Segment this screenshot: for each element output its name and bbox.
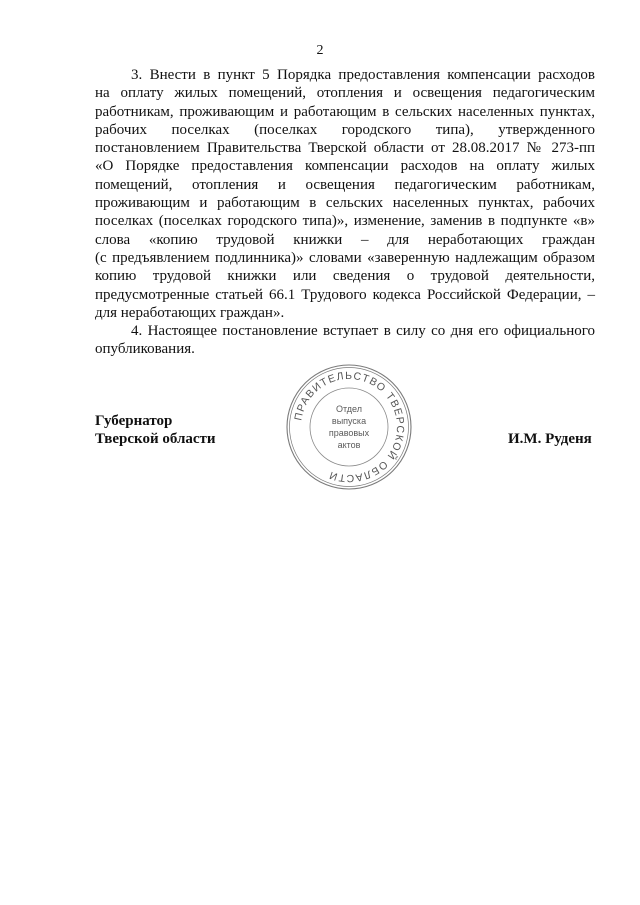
- paragraph-line: опубликования.: [95, 341, 195, 358]
- stamp-outer-ring: [290, 368, 409, 487]
- paragraph-line: 4. Настоящее постановление вступает в силу со дня его официального: [131, 323, 595, 340]
- stamp-ring-text: ПРАВИТЕЛЬСТВО ТВЕРСКОЙ ОБЛАСТИ: [292, 369, 407, 485]
- paragraph-line: (с предъявлением подлинника)» словами «заверенную надлежащим образом: [95, 249, 595, 266]
- paragraph-line: для неработающих граждан».: [95, 304, 285, 321]
- paragraph-line: копию трудовой книжки или сведения о трудовой деятельности,: [95, 268, 595, 285]
- paragraph-line: рабочих поселках (поселках городского типа), утвержденного: [95, 121, 595, 138]
- paragraph-line: на оплату жилых помещений, отопления и освещения педагогическим: [95, 85, 595, 102]
- paragraph-3: [95, 66, 595, 322]
- paragraph-line: помещений, отопления и освещения педагогическим работникам,: [95, 176, 595, 193]
- signatory-name: И.М. Руденя: [508, 431, 592, 447]
- paragraph-line: постановлением Правительства Тверской области от 28.08.2017 № 273-пп: [95, 140, 595, 157]
- stamp-center-line: актов: [337, 440, 361, 450]
- signatory-position: Губернатор: [95, 413, 173, 429]
- paragraph-4: [95, 322, 595, 359]
- signatory-region: Тверской области: [95, 431, 216, 447]
- signatory-title: [95, 412, 216, 448]
- paragraph-line: слова «копию трудовой книжки – для неработающих граждан: [95, 231, 595, 248]
- paragraph-line: проживающим и работающим в сельских населенных пунктах, рабочих: [95, 195, 595, 212]
- paragraph-line: поселках (поселках городского типа)», изменение, заменив в подпункте «в»: [95, 213, 595, 230]
- stamp-center-line: правовых: [328, 428, 370, 438]
- paragraph-line: предусмотренные статьей 66.1 Трудового кодекса Российской Федерации, –: [95, 286, 595, 303]
- page-number: 2: [316, 43, 324, 58]
- stamp-seal: [284, 362, 414, 492]
- paragraph-line: «О Порядке предоставления компенсации расходов на оплату жилых: [95, 158, 595, 175]
- document-body: [95, 66, 595, 359]
- official-stamp: [284, 362, 414, 492]
- stamp-center-line: выпуска: [331, 416, 367, 426]
- stamp-outer-ring: [287, 365, 411, 489]
- paragraph-line: 3. Внести в пункт 5 Порядка предоставления компенсации расходов: [131, 67, 595, 83]
- paragraph-line: работникам, проживающим и работающим в сельских населенных пунктах,: [95, 103, 595, 120]
- stamp-inner-ring: [310, 388, 388, 466]
- stamp-center-line: Отдел: [335, 404, 363, 414]
- stamp-center-text: [329, 404, 370, 450]
